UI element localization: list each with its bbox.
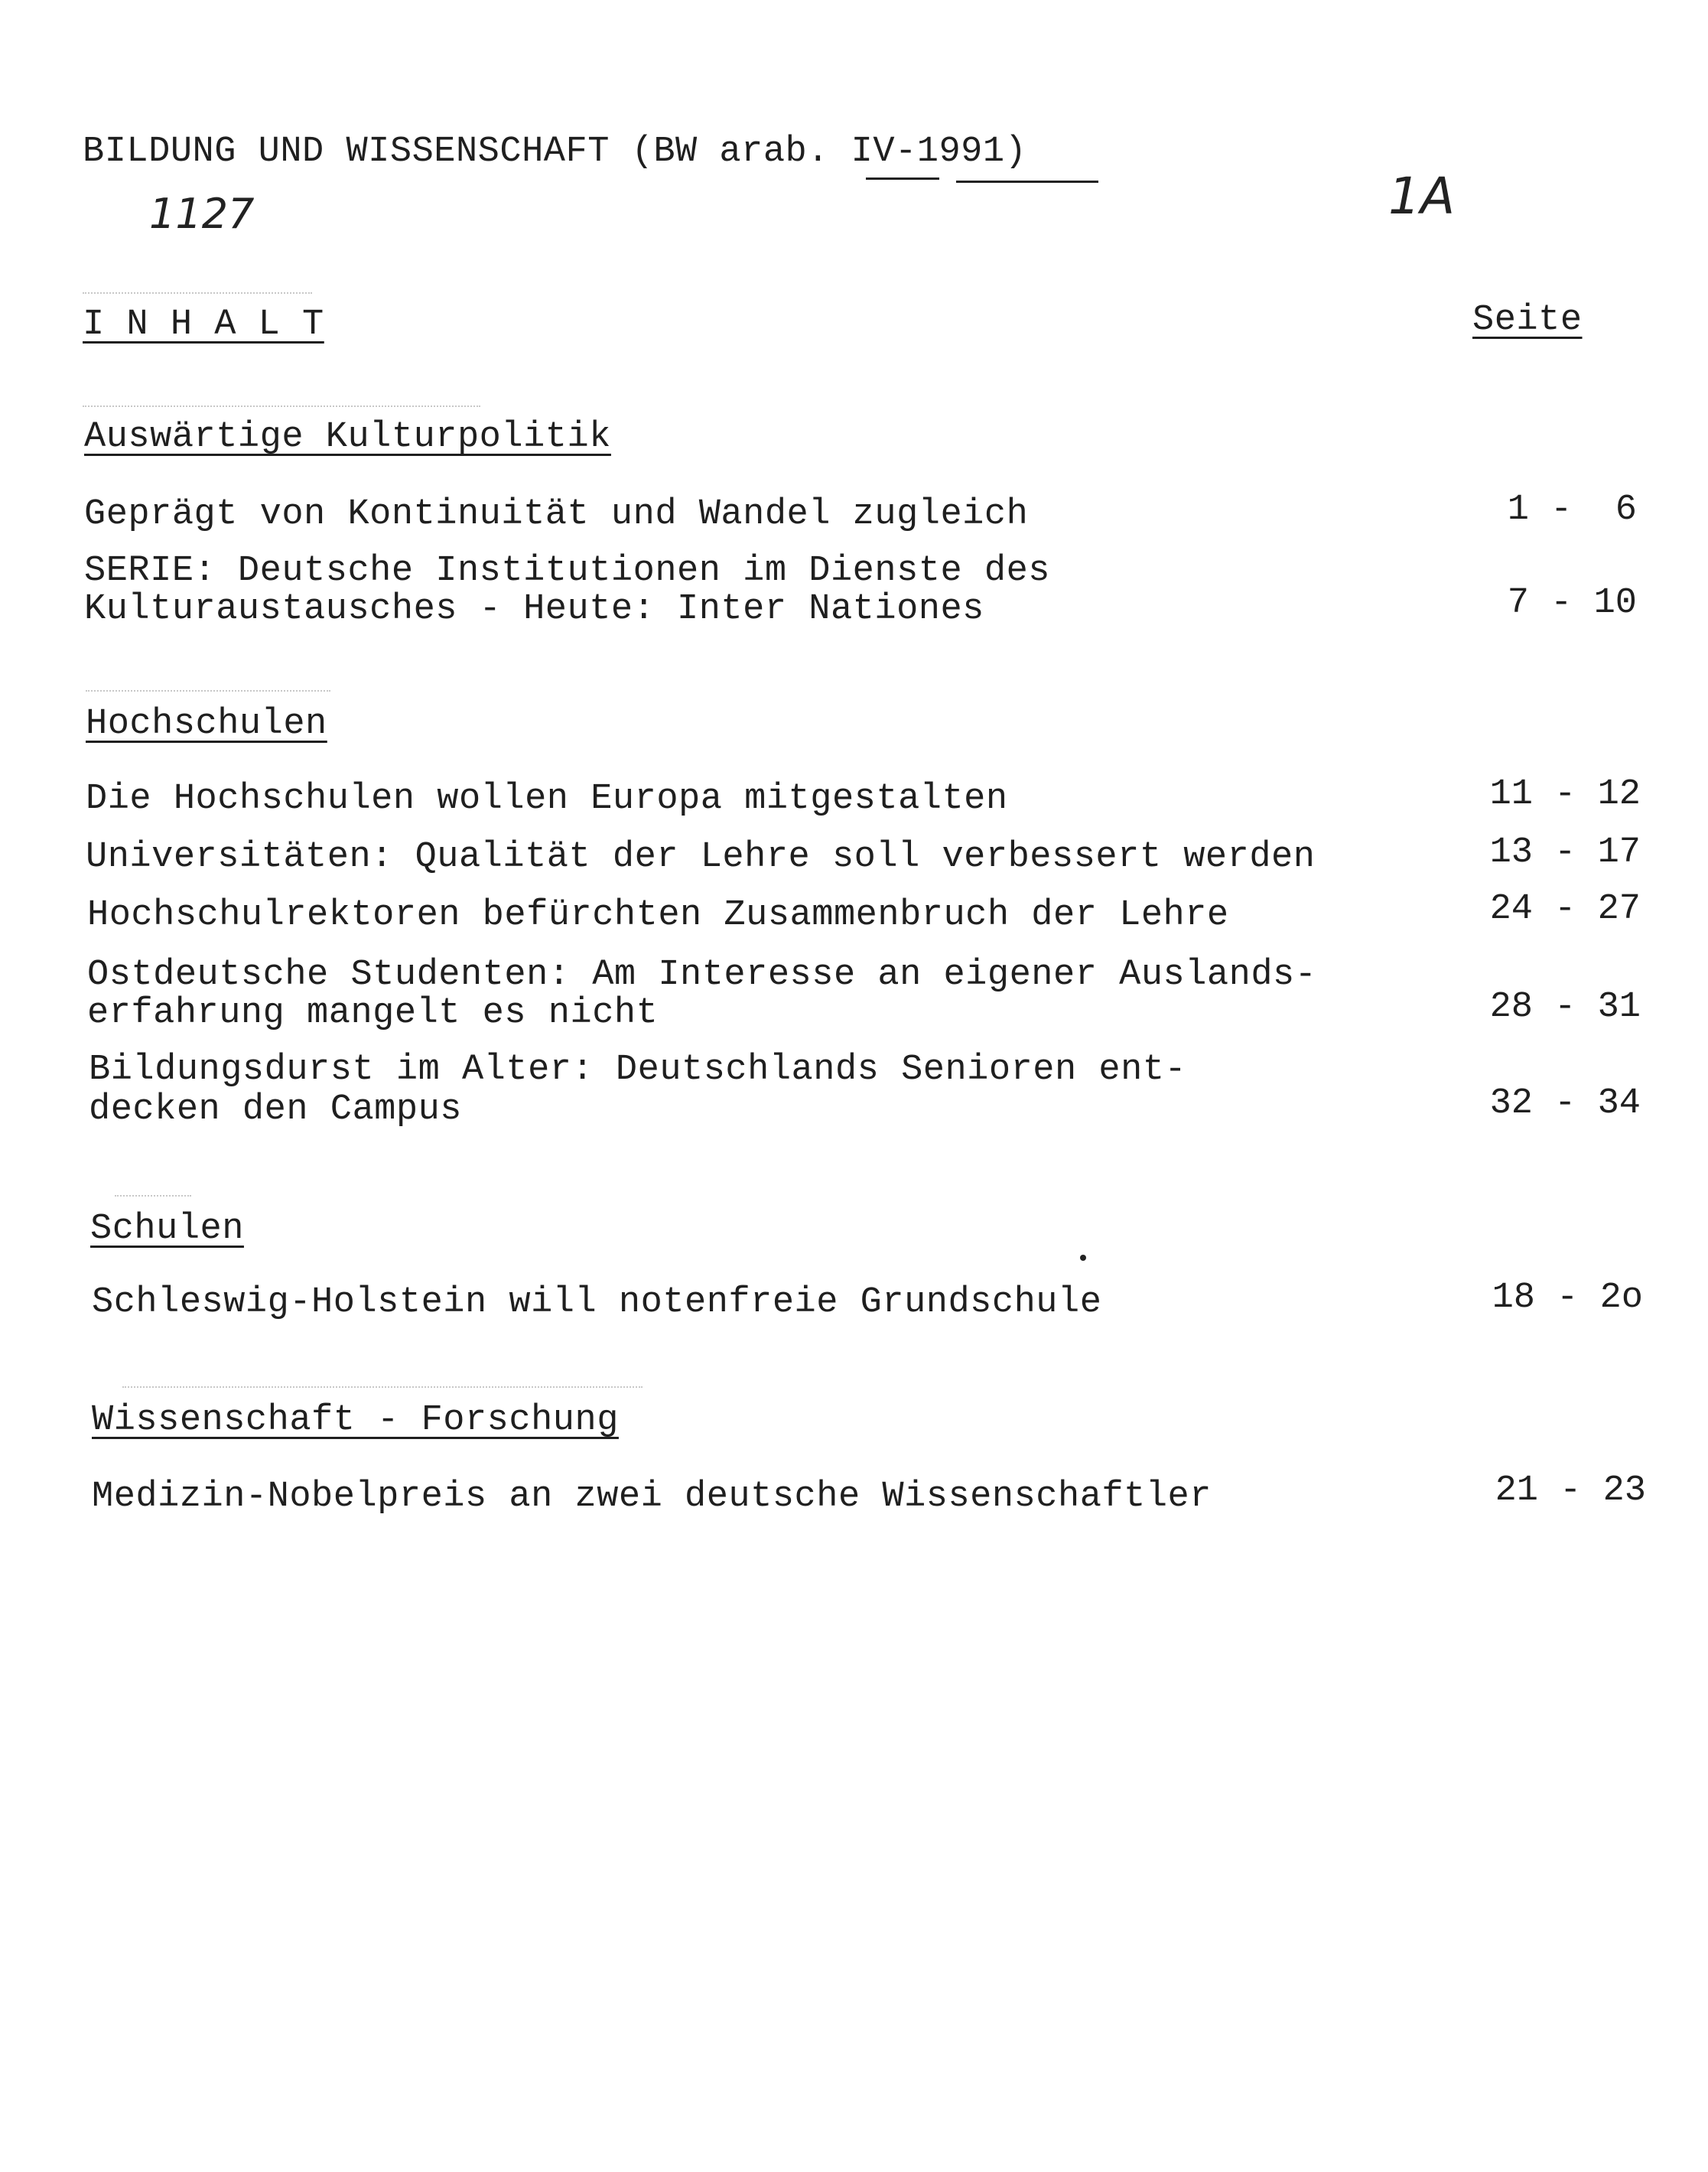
entry-title: Ostdeutsche Studenten: Am Interesse an eigener Auslands- [87,955,1317,995]
entry-title-cont: decken den Campus [89,1089,462,1130]
faint-dots [122,1386,643,1389]
section-title: Hochschulen [86,704,327,744]
entry-title: Bildungsdurst im Alter: Deutschlands Senioren ent- [89,1050,1187,1090]
entry-title: Medizin-Nobelpreis an zwei deutsche Wissenschaftler [92,1477,1212,1517]
faint-dots [83,405,480,409]
entry-pages: 1 - 6 [1507,490,1637,530]
entry-pages: 7 - 10 [1507,583,1637,624]
entry-title: Schleswig-Holstein will notenfreie Grundschule [92,1282,1102,1323]
toc-heading: I N H A L T [83,304,324,345]
entry-title: Universitäten: Qualität der Lehre soll verbessert werden [86,837,1316,878]
entry-title: Hochschulrektoren befürchten Zusammenbruch der Lehre [87,895,1229,936]
section-title: Wissenschaft - Forschung [92,1400,619,1441]
section-title: Schulen [90,1209,244,1249]
section-title: Auswärtige Kulturpolitik [84,417,611,458]
entry-pages: 28 - 31 [1489,987,1641,1027]
entry-title: Geprägt von Kontinuität und Wandel zugleich [84,494,1029,535]
entry-pages: 21 - 23 [1495,1470,1646,1511]
handwritten-mark: 1A [1388,167,1456,226]
ink-speck [1080,1255,1086,1261]
entry-title: SERIE: Deutsche Institutionen im Dienste des [84,551,1051,591]
handwritten-number: 1127 [149,190,255,238]
entry-pages: 13 - 17 [1489,832,1641,873]
entry-title-cont: erfahrung mangelt es nicht [87,993,659,1034]
entry-title: Die Hochschulen wollen Europa mitgestalten [86,779,1008,819]
title-underline-1 [866,177,939,180]
faint-dots [86,690,330,693]
faint-dots [115,1195,191,1198]
page-column-label: Seite [1472,300,1583,340]
entry-pages: 32 - 34 [1489,1083,1641,1124]
entry-pages: 11 - 12 [1489,774,1641,815]
entry-title-cont: Kulturaustausches - Heute: Inter Nationes [84,589,984,630]
title-underline-2 [956,181,1098,183]
entry-pages: 18 - 2o [1492,1278,1643,1318]
document-title: BILDUNG UND WISSENSCHAFT (BW arab. IV-1991) [83,132,1027,172]
faint-dots [83,292,312,295]
entry-pages: 24 - 27 [1489,889,1641,930]
